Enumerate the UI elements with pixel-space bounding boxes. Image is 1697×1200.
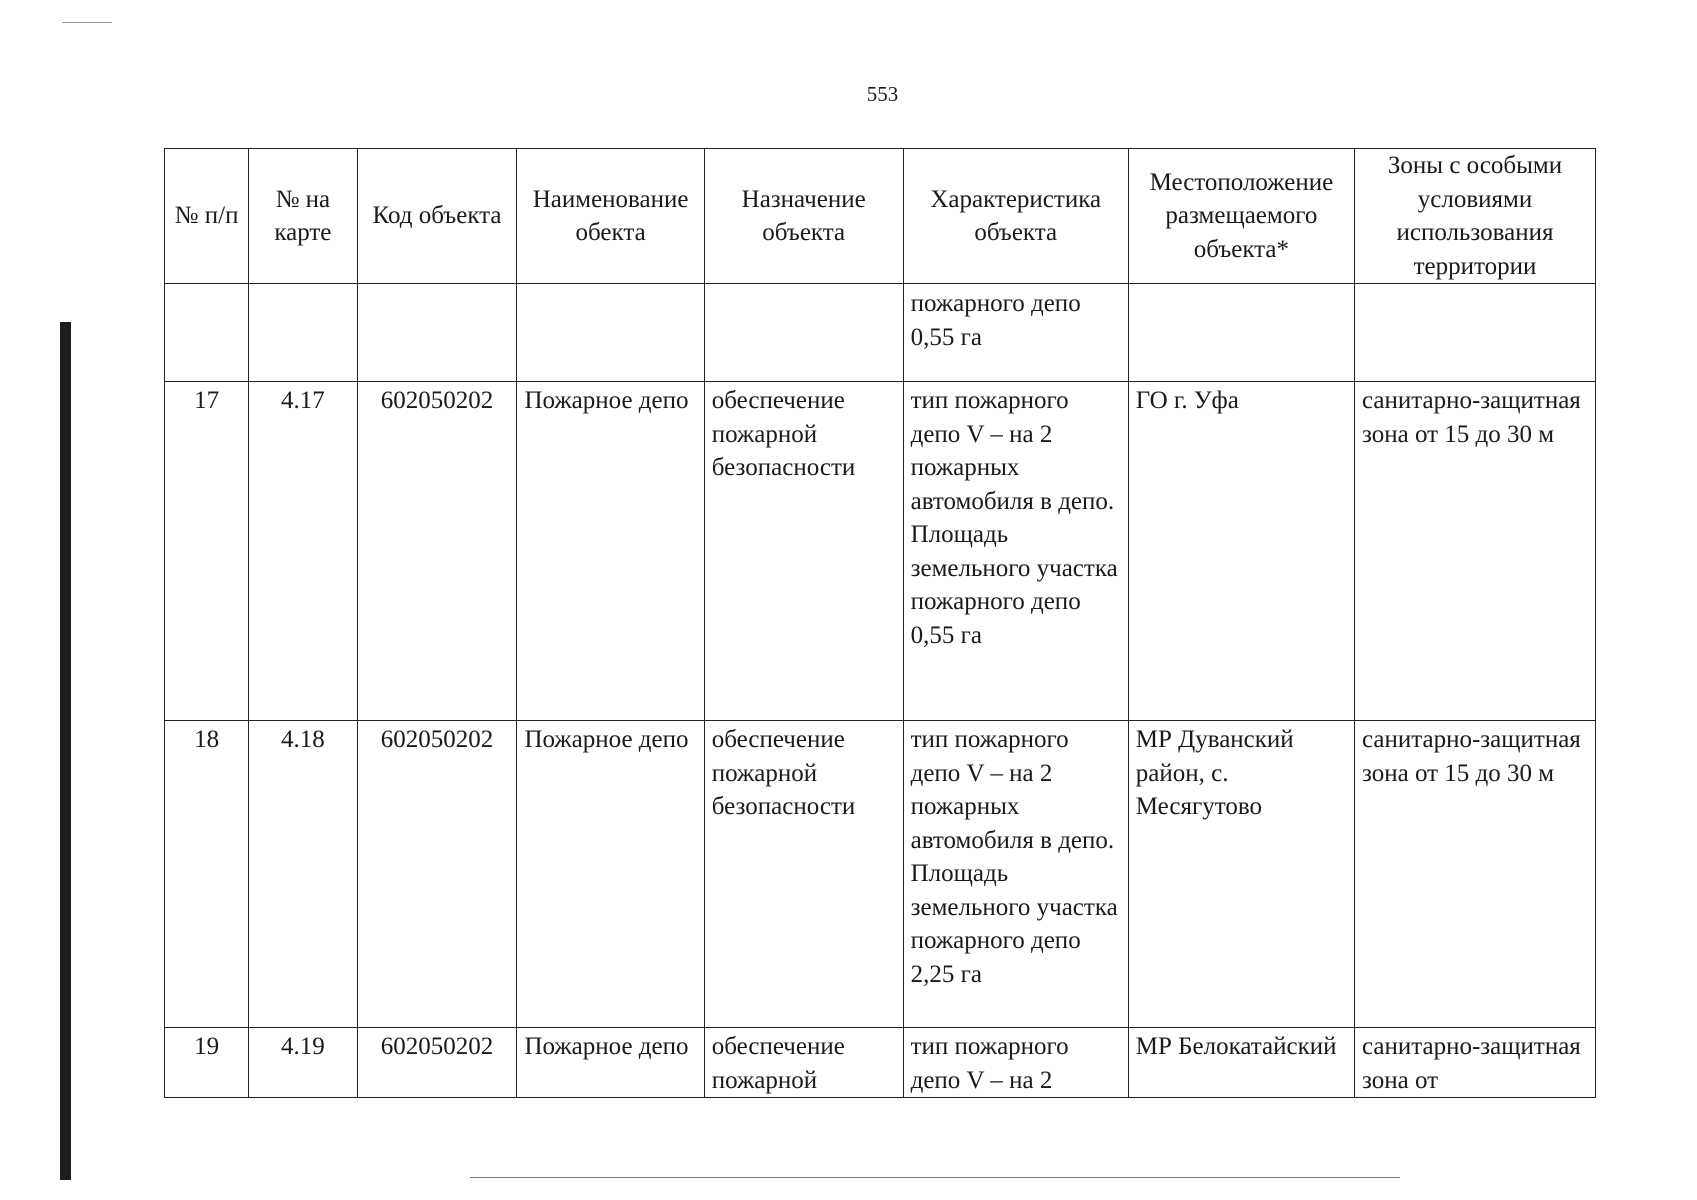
- cell-name: Пожарное депо: [517, 721, 704, 1028]
- cell-characteristic: тип пожарного депо V – на 2 пожарных автомобиля в депо. Площадь земельного участка пожарного депо 2,25 га: [903, 721, 1128, 1028]
- table-row: [165, 721, 1596, 1028]
- cell-num: 19: [165, 1028, 249, 1098]
- cell-map-num: [249, 284, 357, 382]
- cell-code: 602050202: [357, 382, 517, 721]
- scan-edge-bar: [60, 322, 71, 1180]
- header-num: № п/п: [165, 149, 249, 284]
- header-purpose: Назначение объекта: [704, 149, 903, 284]
- cell-code: 602050202: [357, 721, 517, 1028]
- header-characteristic: Характеристика объекта: [903, 149, 1128, 284]
- table-header-row: [165, 149, 1596, 284]
- cell-code: 602050202: [357, 1028, 517, 1098]
- cell-purpose: обеспечение пожарной безопасности: [704, 382, 903, 721]
- table-row: [165, 382, 1596, 721]
- cell-name: [517, 284, 704, 382]
- header-code: Код объекта: [357, 149, 517, 284]
- table-row: [165, 1028, 1596, 1098]
- cell-num: [165, 284, 249, 382]
- cell-location: [1128, 284, 1354, 382]
- cell-purpose: [704, 284, 903, 382]
- cell-map-num: 4.17: [249, 382, 357, 721]
- cell-zones: санитарно-защитная зона от: [1355, 1028, 1596, 1098]
- header-zones: Зоны с особыми условиями использования территории: [1355, 149, 1596, 284]
- cell-zones: санитарно-защитная зона от 15 до 30 м: [1355, 382, 1596, 721]
- top-left-rule: [62, 22, 112, 23]
- cell-map-num: 4.19: [249, 1028, 357, 1098]
- cell-location: МР Белокатайский: [1128, 1028, 1354, 1098]
- cell-name: Пожарное депо: [517, 382, 704, 721]
- cell-purpose: обеспечение пожарной: [704, 1028, 903, 1098]
- bottom-rule: [470, 1177, 1400, 1178]
- cell-map-num: 4.18: [249, 721, 357, 1028]
- cell-num: 17: [165, 382, 249, 721]
- cell-location: ГО г. Уфа: [1128, 382, 1354, 721]
- cell-name: Пожарное депо: [517, 1028, 704, 1098]
- header-map-num: № на карте: [249, 149, 357, 284]
- cell-num: 18: [165, 721, 249, 1028]
- page-number: 553: [866, 82, 899, 106]
- table-row-continuation: [165, 284, 1596, 382]
- cell-characteristic: пожарного депо 0,55 га: [903, 284, 1128, 382]
- cell-characteristic: тип пожарного депо V – на 2: [903, 1028, 1128, 1098]
- cell-characteristic: тип пожарного депо V – на 2 пожарных автомобиля в депо. Площадь земельного участка пожарного депо 0,55 га: [903, 382, 1128, 721]
- objects-table: [164, 148, 1596, 1098]
- cell-zones: санитарно-защитная зона от 15 до 30 м: [1355, 721, 1596, 1028]
- header-name: Наименование обекта: [517, 149, 704, 284]
- cell-location: МР Дуванский район, с. Месягутово: [1128, 721, 1354, 1028]
- cell-code: [357, 284, 517, 382]
- cell-zones: [1355, 284, 1596, 382]
- header-location: Местоположение размещаемого объекта*: [1128, 149, 1354, 284]
- cell-purpose: обеспечение пожарной безопасности: [704, 721, 903, 1028]
